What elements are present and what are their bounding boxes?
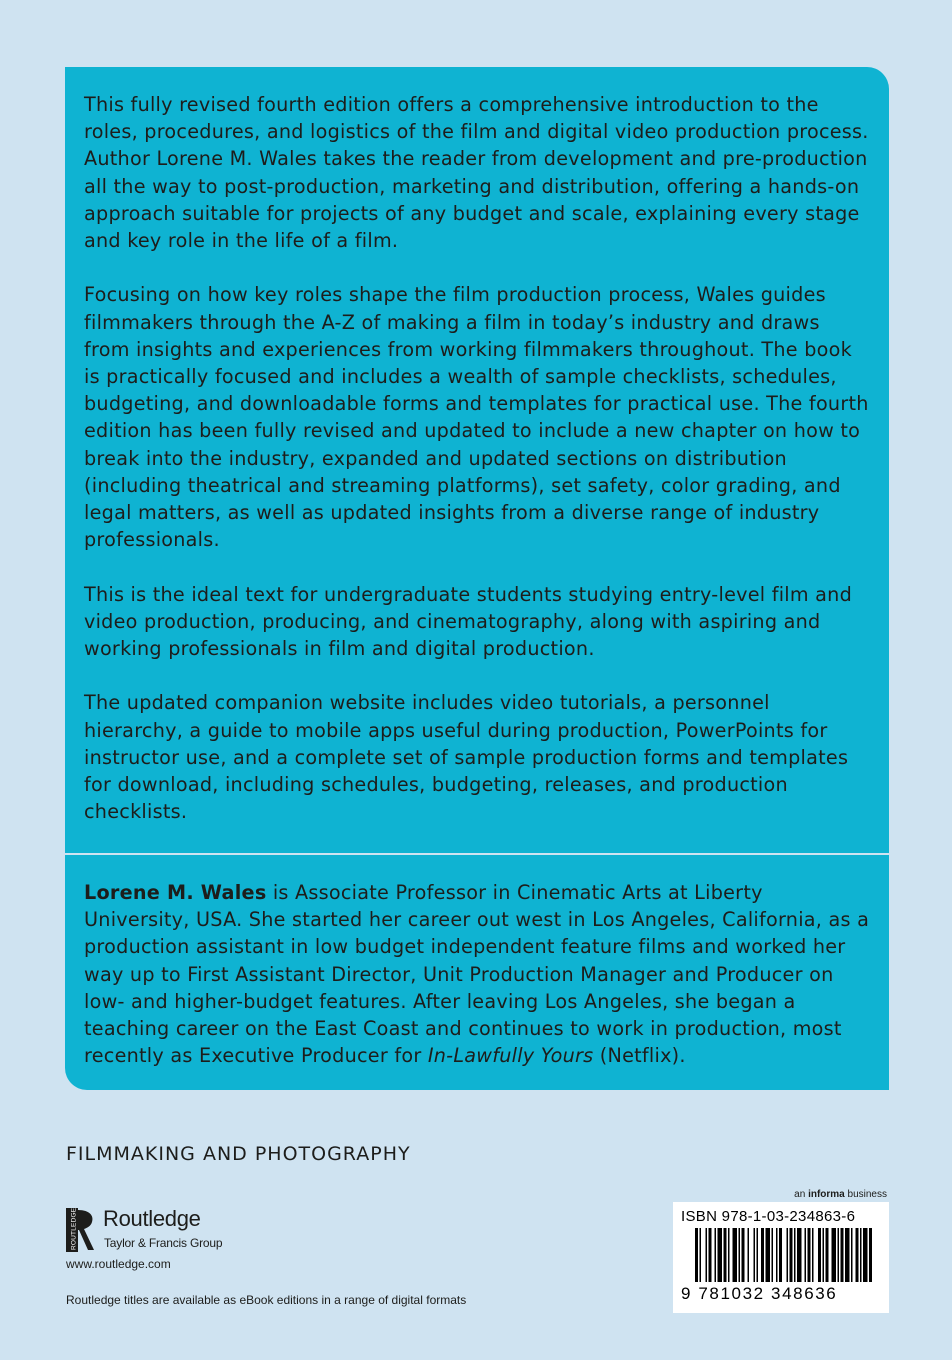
barcode-bar [823, 1228, 825, 1282]
barcode-bar [812, 1228, 814, 1282]
barcode-bar [739, 1228, 741, 1282]
routledge-mark-icon [66, 1208, 96, 1252]
barcode-bar [797, 1228, 802, 1282]
author-bio-paragraph [84, 879, 871, 1069]
barcode-bar [845, 1228, 850, 1282]
author-bio-text: is Associate Professor in Cinematic Arts at Liberty University, USA. She started her career out west in Los Angeles, California, as a production assistant in low budget independent feature films and worked her way up to First Assistant Director, Unit Production Manager and Producer on low- and higher-budget features. After leaving Los Angeles, she began a teaching career on the East Coast and continues to work in production, most recently as Executive Producer for [84, 881, 870, 1068]
description-paragraph-2: Focusing on how key roles shape the film production process, Wales guides filmmakers through the A-Z of making a film in today’s industry and draws from insights and experiences from working filmmakers throughout. The book is practically focused and includes a wealth of sample checklists, schedules, budgeting, and downloadable forms and templates for practical use. The fourth edition has been fully revised and updated to include a new chapter on how to break into the industry, expanded and updated sections on distribution (including theatrical and streaming platforms), set safety, color grading, and legal matters, as well as updated insights from a diverse range of industry professionals. [84, 283, 869, 552]
barcode-bar [700, 1228, 702, 1282]
informa-suffix: business [844, 1189, 887, 1200]
barcode-bar [754, 1228, 756, 1282]
barcode-icon [673, 1228, 889, 1290]
barcode-bar [733, 1228, 738, 1282]
subject-category: FILMMAKING AND PHOTOGRAPHY [66, 1143, 411, 1165]
isbn-label: ISBN 978-1-03-234863-6 [681, 1208, 856, 1225]
mark-text: ROUTLEDGE [70, 1208, 78, 1250]
barcode-bar [860, 1228, 862, 1282]
author-name: Lorene M. Wales [84, 881, 267, 904]
book-description [65, 67, 889, 853]
author-bio [65, 855, 889, 1090]
back-cover-panel [65, 67, 889, 1090]
routledge-logo [66, 1206, 266, 1254]
show-title: In-Lawfully Yours [427, 1044, 594, 1068]
publisher-group: Taylor & Francis Group [104, 1236, 223, 1250]
informa-tagline [794, 1189, 887, 1200]
barcode-bar [748, 1228, 750, 1282]
barcode-bar [718, 1228, 723, 1282]
barcode-bar [790, 1228, 793, 1282]
barcode-bar [818, 1228, 821, 1282]
barcode-bar [832, 1228, 837, 1282]
barcode-bar [805, 1228, 807, 1282]
publisher-brand: Routledge [103, 1206, 201, 1231]
barcode-digits: 9 781032 348636 [681, 1284, 838, 1303]
barcode-bar [728, 1228, 730, 1282]
barcode-bar [766, 1228, 771, 1282]
barcode-bar [794, 1228, 796, 1282]
barcode-bar [724, 1228, 727, 1282]
description-paragraph-1: This fully revised fourth edition offers a comprehensive introduction to the roles, procedures, and logistics of the film and digital video production process. Author Lorene M. Wales takes the reader from development and pre-production all the way to post-production, marketing and distribution, offering a hands-on approach suitable for projects of any budget and scale, explaining every stage and key role in the life of a film. [84, 93, 869, 253]
barcode-bar [709, 1228, 712, 1282]
barcode-bar [776, 1228, 778, 1282]
informa-prefix: an [794, 1189, 809, 1200]
barcode-bar [841, 1228, 844, 1282]
barcode-bar [856, 1228, 859, 1282]
ebook-note: Routledge titles are available as eBook editions in a range of digital formats [66, 1293, 467, 1307]
barcode-bar [838, 1228, 840, 1282]
description-paragraph-3: This is the ideal text for undergraduate students studying entry-level film and video production, producing, and cinematography, along with aspiring and working professionals in film and digital production. [84, 582, 853, 661]
barcode-bar [706, 1228, 708, 1282]
barcode-bar [742, 1228, 745, 1282]
informa-bold: informa [808, 1189, 845, 1200]
barcode-bar [761, 1228, 764, 1282]
barcode-bar [808, 1228, 811, 1282]
barcode-bar [851, 1228, 853, 1282]
barcode-bar [826, 1228, 829, 1282]
barcode-bar [787, 1228, 789, 1282]
barcode-bar [772, 1228, 774, 1282]
barcode-box [673, 1202, 889, 1313]
barcode-bar [869, 1228, 872, 1282]
publisher-url[interactable]: www.routledge.com [66, 1257, 171, 1271]
author-bio-text-end: (Netflix). [593, 1044, 686, 1068]
barcode-bar [757, 1228, 759, 1282]
barcode-bar [715, 1228, 717, 1282]
barcode-bar [695, 1228, 698, 1282]
description-paragraph-4: The updated companion website includes video tutorials, a personnel hierarchy, a guide to mobile apps useful during production, PowerPoints for instructor use, and a complete set of sample production forms and templates for download, including schedules, budgeting, releases, and production checklists. [84, 691, 849, 824]
barcode-bar [863, 1228, 868, 1282]
barcode-bar [779, 1228, 782, 1282]
